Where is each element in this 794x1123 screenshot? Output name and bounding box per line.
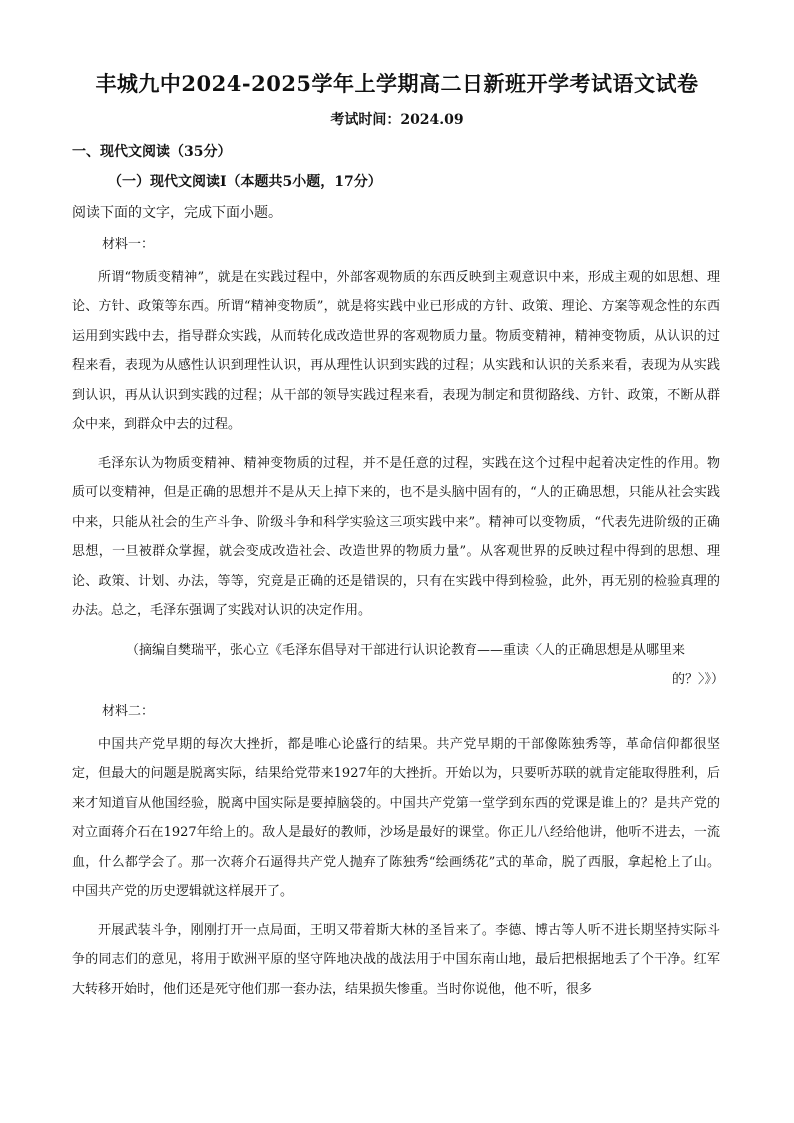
material-one-paragraph: 所谓“物质变精神”，就是在实践过程中，外部客观物质的东西反映到主观意识中来，形成主观的如思想、理论、方针、政策等东西。所谓“精神变物质”，就是将实践中业已形成的方针、政策、理论、方案等观念性的东西运用到实践中去，指导群众实践，从而转化成改造世界的客观物质力量。物质变精神，精神变物质，从认识的过程来看，表现为从感性认识到理性认识，再从理性认识到实践的过程；从实践和认识的关系来看，表现为从实践到认识，再从认识到实践的过程；从干部的领导实践过程来看，表现为制定和贯彻路线、方针、政策，不断从群众中来，到群众中去的过程。 <box>72 270 720 433</box>
material-two-paragraph: 开展武装斗争，刚刚打开一点局面，王明又带着斯大林的圣旨来了。李德、博古等人听不进长期坚持实际斗争的同志们的意见，将用于欧洲平原的坚守阵地决战的战法用于中国东南山地，最后把根据地丢了个干净。红军大转移开始时，他们还是死守他们那一套办法，结果损失惨重。当时你说他，他不听，很多 <box>72 923 720 997</box>
exam-title: 丰城九中2024-2025学年上学期高二日新班开学考试语文试卷 <box>95 71 699 96</box>
subsection-heading: （一）现代文阅读Ⅰ（本题共5小题，17分） <box>108 174 382 190</box>
material-two-label: 材料二： <box>102 704 155 719</box>
section-heading: 一、现代文阅读（35分） <box>72 144 232 160</box>
material-one-label: 材料一： <box>102 237 155 252</box>
source-line: （摘编自樊瑞平，张心立《毛泽东倡导对干部进行认识论教育——重读〈人的正确思想是从哪里来 <box>126 643 686 658</box>
reading-instruction: 阅读下面的文字，完成下面小题。 <box>72 205 282 221</box>
material-one-paragraph: 毛泽东认为物质变精神、精神变物质的过程，并不是任意的过程，实践在这个过程中起着决定性的作用。物质可以变精神，但是正确的思想并不是从天上掉下来的，也不是头脑中固有的，“人的正确思想，只能从社会实践中来，只能从社会的生产斗争、阶级斗争和科学实验这三项实践中来”。精神可以变物质，“代表先进阶级的正确思想，一旦被群众掌握，就会变成改造社会、改造世界的物质力量”。从客观世界的反映过程中得到的思想、理论、政策、计划、办法，等等，究竟是正确的还是错误的，只有在实践中得到检验，此外，再无别的检验真理的办法。总之，毛泽东强调了实践对认识的决定作用。 <box>72 456 720 619</box>
material-two-paragraph: 中国共产党早期的每次大挫折，都是唯心论盛行的结果。共产党早期的干部像陈独秀等，革命信仰都很坚定，但最大的问题是脱离实际，结果给党带来1927年的大挫折。开始以为，只要听苏联的就肯定能取得胜利，后来才知道盲从他国经验，脱离中国实际是要掉脑袋的。中国共产党第一堂学到东西的党课是谁上的？是共产党的对立面蒋介石在1927年给上的。敌人是最好的教师，沙场是最好的课堂。你正儿八经给他讲，他听不进去，一流血，什么都学会了。那一次蒋介石逼得共产党人抛弃了陈独秀“绘画绣花”式的革命，脱了西服，拿起枪上了山。中国共产党的历史逻辑就这样展开了。 <box>72 737 720 900</box>
exam-time: 考试时间：2024.09 <box>330 112 464 128</box>
source-line: 的？〉》） <box>671 672 724 688</box>
material-one-source <box>126 636 724 695</box>
